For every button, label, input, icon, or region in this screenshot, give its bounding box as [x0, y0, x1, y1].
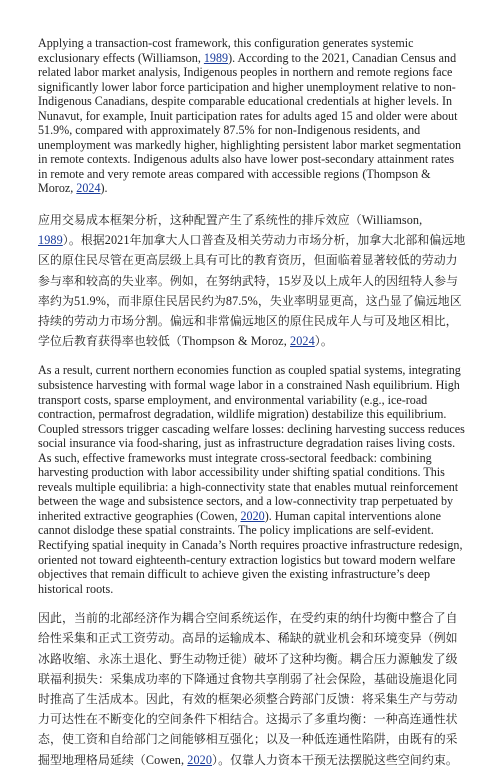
text-segment: ）。仅靠人力资本干预无法摆脱这些空间约束。	[212, 752, 458, 767]
text-segment: Applying a transaction-cost framework, this configuration generates systemic exclusionary effects (Williamson,	[38, 36, 414, 65]
paragraph-chinese-1	[38, 210, 466, 351]
paragraph-english-1	[38, 36, 466, 196]
citation-link-williamson[interactable]: 1989	[203, 50, 229, 65]
text-segment: 年加拿大人口普查及相关劳动力市场分析，加拿大北部和偏远地区的原住民尽管在更高层级上具有可比的教育资历，但面临着显著较低的劳动力参与率和较高的失业率。例如，在努纳武特，	[38, 233, 466, 288]
number-inline: 51.9%	[73, 293, 106, 308]
text-segment: ）。	[314, 334, 333, 349]
number-inline: 87.5%	[225, 293, 258, 308]
citation-author: Thompson & Moroz,	[181, 334, 290, 349]
text-segment: ). According to the 2021, Canadian Census and related labor market analysis, Indigenous peoples in northern and remote regions face significantly lower labor force participation and higher unemployment relative to non-Indigenous Canadians, despite comparable educational credentials at higher levels. In Nunavut, for example, Inuit participation rates for adults aged 15 and older were about 51.9%, compared with approximately 87.5% for non-Indigenous residents, and unemployment was markedly higher, highlighting persistent labor market segmentation in remote contexts. Indigenous adults also have lower post-secondary attainment rates in remote and very remote areas compared with accessible regions (Thompson & Moroz,	[38, 50, 462, 196]
citation-author: Cowen,	[145, 752, 188, 767]
text-segment: ）。根据	[62, 233, 105, 248]
citation-link-cowen[interactable]: 2020	[240, 508, 265, 523]
citation-link-cowen[interactable]: 2020	[187, 752, 213, 767]
citation-link-thompson-moroz[interactable]: 2024	[290, 334, 315, 349]
citation-link-williamson[interactable]: 1989	[38, 233, 63, 248]
text-segment: As a result, current northern economies function as coupled spatial systems, integrating subsistence harvesting with formal wage labor in a constrained Nash equilibrium. High transport costs, sparse employment, and environmental variability (e.g., ice-road contraction, permafrost degradation, wildlife migration) destabilize this equilibrium. Coupled stressors trigger cascading welfare losses: declining harvesting success reduces social insurance via food-sharing, just as infrastructure degradation raises living costs. As such, effective frameworks must integrate cross-sectoral feedback: combining harvesting production with labor accessibility under shifting spatial conditions. This reveals multiple equilibria: a high-connectivity state that enables mutual reinforcement between the wage and subsistence sectors, and a low-connectivity trap perpetuated by inherited extractive geographies (Cowen,	[38, 363, 465, 523]
paragraph-english-2	[38, 363, 466, 596]
text-segment: ，而非原住民居民约为	[105, 293, 226, 308]
text-segment: ).	[100, 181, 108, 196]
citation-author: Williamson,	[361, 213, 423, 228]
number-inline: 15	[277, 273, 291, 288]
text-segment: 应用交易成本框架分析，这种配置产生了系统性的排斥效应（	[38, 213, 362, 228]
text-segment: 因此，当前的北部经济作为耦合空间系统运作，在受约束的纳什均衡中整合了自给性采集和正式工资劳动。高昂的运输成本、稀缺的就业机会和环境变异（例如冰路收缩、永冻土退化、野生动物迁徙）破坏了这种均衡。耦合压力源触发了级联福利损失：采集成功率的下降通过食物共享削弱了社会保险，基础设施退化同时推高了生活成本。因此，有效的框架必须整合跨部门反馈：将采集生产与劳动力可达性在不断变化的空间条件下相结合。这揭示了多重均衡：一种高连通性状态，使工资和自给部门之间能够相互强化；以及一种低连通性陷阱，由既有的采掘型地理格局延续（	[38, 611, 458, 767]
text-segment: ，失业率明显更高，这凸显了偏远地区持续的劳动力市场分割。偏远和非常偏远地区的原住民成年人与可及地区相比，学位后教育获得率也较低（	[38, 293, 462, 349]
number-inline: 2021	[104, 233, 130, 248]
text-segment: 岁及以上成年人的因纽特人参与率约为	[38, 273, 459, 308]
citation-link-thompson-moroz[interactable]: 2024	[76, 181, 101, 196]
paragraph-chinese-2	[38, 608, 466, 770]
text-segment: ). Human capital interventions alone cannot dislodge these spatial constraints. The policy implications are self-evident. Rectifying spatial inequity in Canada’s North requires proactive infrastructure redesign, oriented not toward eighteenth-century extraction logistics but toward modern welfare objectives that remain difficult to achieve given the existing infrastructure’s deep historical roots.	[38, 508, 463, 596]
